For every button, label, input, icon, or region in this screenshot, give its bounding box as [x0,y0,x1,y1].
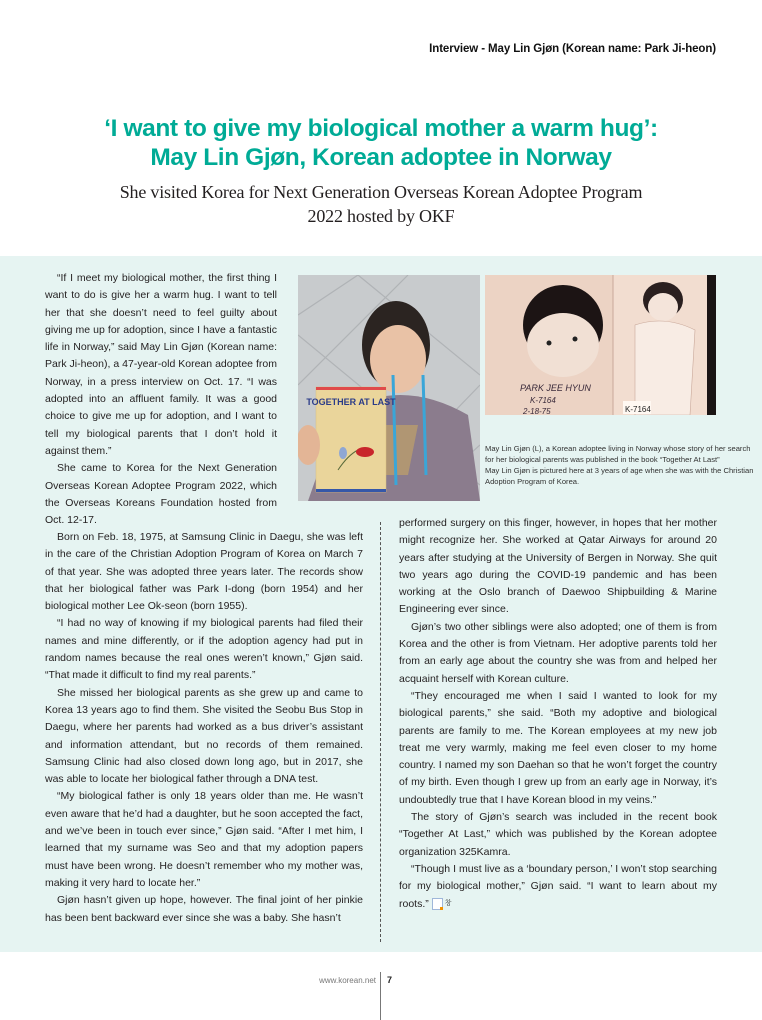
baby-note-name: PARK JEE HYUN [520,383,591,393]
end-mark-icon: 창 [432,898,443,910]
book-title: TOGETHER AT LAST [306,397,396,407]
article-title [0,114,762,172]
paragraph: performed surgery on this finger, however, in hopes that her mother might recognize her. She worked at Qatar Airways for around 20 years after studying at the University of Bergen in Norway. She quit two years ago during the COVID-19 pandemic and has been working at the Oslo branch of Daewoo Shipbuilding & Marine Engineering ever since. [399,517,717,616]
subtitle-line-2: 2022 hosted by OKF [307,206,455,226]
paragraph: Born on Feb. 18, 1975, at Samsung Clinic in Daegu, she was left in the care of the Christian Adoption Program of Korea on March 7 of that year. She was adopted three years later. The records show that her biological father was Park I-dong (born 1954) and her biological mother Lee Ok-seon (born 1955). [45,531,363,613]
body-column-right [399,515,717,913]
photo-caption [485,443,755,487]
paragraph: Gjøn hasn’t given up hope, however. The final joint of her pinkie has been bent backward ever since she was a baby. She hasn’t [45,894,363,924]
paragraph: “I had no way of knowing if my biological parents had filed their names and mine differently, or if the adoption agency had put in random names because the real ones weren’t known,” Gjøn said. “That made it difficult to find my real parents.” [45,617,363,682]
baby-note-id: K-7164 [530,396,556,405]
title-line-2: May Lin Gjøn, Korean adoptee in Norway [150,144,612,171]
paragraph: She missed her biological parents as she grew up and came to Korea 13 years ago to find them. She visited the Seobu Bus Stop in Daegu, where her parents had worked as a bus driver’s assistant and information attendant, but no records of them remained. Samsung Clinic had also closed down long ago, but in 2017, she was able to locate her biological father through a DNA test. [45,686,363,786]
baby-note-date: 2-18-75 [523,407,551,415]
caption-line-2: May Lin Gjøn is pictured here at 3 years of age when she was with the Christian Adoption Program of Korea. [485,466,754,486]
column-divider [380,522,381,942]
paragraph: She came to Korea for the Next Generation Overseas Korean Adoptee Program 2022, which the Overseas Koreans Foundation hosted from Oct. 12-17. [45,462,277,527]
final-paragraph-text: “Though I must live as a ‘boundary person,’ I won’t stop searching for my biological mother,” Gjøn said. “I want to learn about my roots.” [399,862,717,910]
paragraph-final [399,861,717,913]
body-column-left-top [45,270,277,529]
photo-baby-may-lin-gjon [485,275,716,415]
paragraph: “If I meet my biological mother, the first thing I want to do is give her a warm hug. I want to tell her that she doesn’t need to feel guilty about giving me up for adoption, since I have a fantastic life in Norway,” said May Lin Gjøn (Korean name: Park Ji-heon), a 47-year-old Korean adoptee from Norway, in a press interview on Oct. 17. “I was adopted into an affluent family. It was a good choice to give me up for adoption, and I want to tell my biological parents that I don’t hold it against them.” [45,272,277,457]
baby-tag: K-7164 [625,405,651,414]
title-line-1: ‘I want to give my biological mother a warm hug’: [104,115,658,142]
photo-may-lin-gjon-with-book [298,275,480,501]
footer-rule [380,972,381,1020]
article-subtitle [0,180,762,228]
paragraph: The story of Gjøn’s search was included in the recent book “Together At Last,” which was published by the Korean adoptee organization 325Kamra. [399,811,717,858]
running-head: Interview - May Lin Gjøn (Korean name: Park Ji-heon) [429,43,716,55]
portrait-illustration [298,275,480,501]
paragraph: “My biological father is only 18 years older than me. He wasn’t even aware that he’d had a daughter, but he soon accepted the fact, and we’ve been in touch ever since,” Gjøn said. “After I met him, I learned that my surname was Seo and that my adoption papers must have been wrong. He doesn’t remember who my mother was, making it very hard to locate her.” [45,790,363,889]
caption-line-1: May Lin Gjøn (L), a Korean adoptee living in Norway whose story of her search for her biological parents was published in the book “Together At Last” [485,444,751,464]
paragraph: “They encouraged me when I said I wanted to look for my biological parents,” she said. “Both my adoptive and biological parents are family to me. The Korean employees at my new job treat me very warmly, making me feel even closer to my home country. I named my son Daehan so that he won’t forget the country of my birth. Even though I grew up from an early age in Norway, it’s undoubtedly true that I have Korean blood in my veins.” [399,689,717,806]
footer-website: www.korean.net [319,976,376,985]
subtitle-line-1: She visited Korea for Next Generation Overseas Korean Adoptee Program [119,182,643,202]
body-column-left [45,529,363,927]
paragraph: Gjøn’s two other siblings were also adopted; one of them is from Korea and the other is from Vietnam. Her adoptive parents told her from an early age about the country she was from and helped her acquaint herself with Korean culture. [399,620,717,685]
page-number: 7 [387,975,393,985]
baby-photos-illustration [485,275,716,415]
